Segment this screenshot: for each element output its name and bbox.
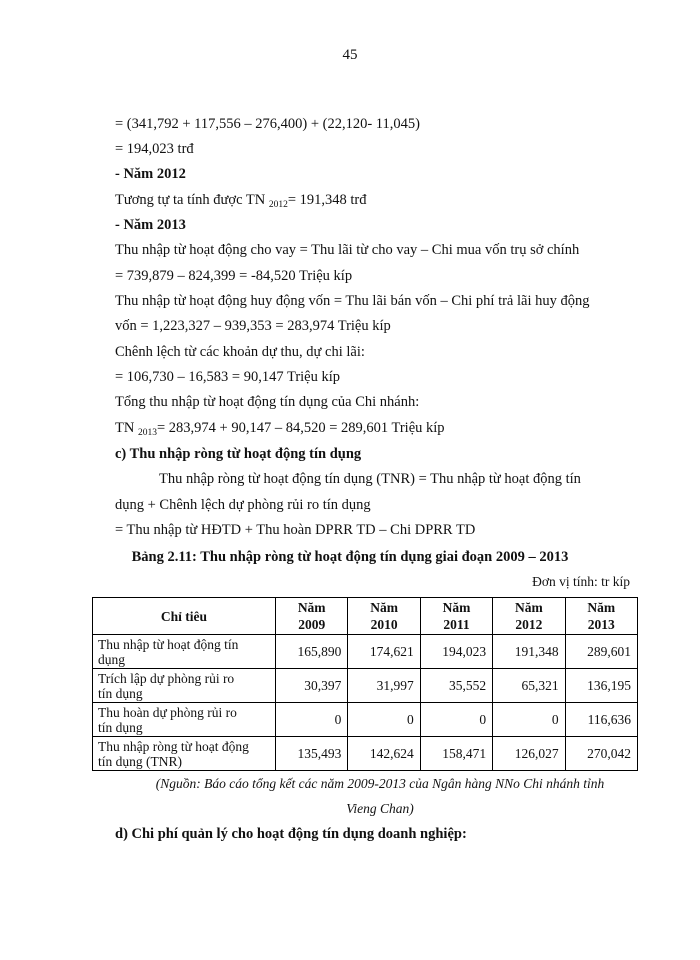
year-heading-2013: - Năm 2013	[115, 217, 186, 233]
text-line: dụng + Chênh lệch dự phòng rủi ro tín dụng	[115, 497, 371, 513]
table-cell: 126,027	[493, 737, 565, 771]
text-line: Thu nhập từ hoạt động cho vay = Thu lãi từ cho vay – Chi mua vốn trụ sở chính	[115, 242, 580, 258]
header-year: Năm 2010	[348, 598, 420, 635]
table-header-row	[93, 598, 638, 635]
text-line: Thu nhập từ hoạt động huy động vốn = Thu lãi bán vốn – Chi phí trả lãi huy động	[115, 293, 590, 309]
text-line: = 106,730 – 16,583 = 90,147 Triệu kíp	[115, 369, 341, 385]
row-label: Thu nhập ròng từ hoạt động tín dụng (TNR)	[93, 737, 276, 771]
result-line-2012	[115, 192, 367, 210]
header-year: Năm 2013	[565, 598, 637, 635]
table-row	[93, 669, 638, 703]
unit-note: Đơn vị tính: tr kíp	[532, 574, 630, 589]
tn-subscript: 2013	[137, 428, 157, 438]
table-cell: 289,601	[565, 635, 637, 669]
result-line: = 194,023 trđ	[115, 141, 194, 157]
row-label: Thu nhập từ hoạt động tín dụng	[93, 635, 276, 669]
header-label: Chỉ tiêu	[93, 598, 276, 635]
text-line: Thu nhập ròng từ hoạt động tín dụng (TNR) = Thu nhập từ hoạt động tín	[159, 471, 581, 487]
tn-label: TN	[115, 420, 135, 436]
table-cell: 0	[420, 703, 492, 737]
table-cell: 270,042	[565, 737, 637, 771]
table-row	[93, 703, 638, 737]
section-heading-d: d) Chi phí quản lý cho hoạt động tín dụng doanh nghiệp:	[115, 826, 467, 842]
header-year: Năm 2012	[493, 598, 565, 635]
table-cell: 0	[493, 703, 565, 737]
row-label: Trích lập dự phòng rủi ro tín dụng	[93, 669, 276, 703]
formula-line: = (341,792 + 117,556 – 276,400) + (22,120- 11,045)	[115, 116, 420, 132]
tn-value: = 191,348 trđ	[287, 192, 367, 208]
page-number: 45	[342, 47, 358, 63]
table-cell: 135,493	[276, 737, 348, 771]
source-note: (Nguồn: Báo cáo tổng kết các năm 2009-2013 của Ngân hàng NNo Chi nhánh tỉnh Vieng Chan)	[155, 776, 605, 816]
table-cell: 158,471	[420, 737, 492, 771]
table-cell: 136,195	[565, 669, 637, 703]
section-heading-c: c) Thu nhập ròng từ hoạt động tín dụng	[115, 446, 362, 462]
table-cell: 174,621	[348, 635, 420, 669]
table-cell: 142,624	[348, 737, 420, 771]
table-cell: 31,997	[348, 669, 420, 703]
table-cell: 0	[348, 703, 420, 737]
row-label: Thu hoàn dự phòng rủi ro tín dụng	[93, 703, 276, 737]
table-cell: 0	[276, 703, 348, 737]
table-cell: 194,023	[420, 635, 492, 669]
table-cell: 30,397	[276, 669, 348, 703]
text-line: Chênh lệch từ các khoản dự thu, dự chi lãi:	[115, 344, 365, 360]
table-cell: 35,552	[420, 669, 492, 703]
table-cell: 165,890	[276, 635, 348, 669]
year-heading-2012: - Năm 2012	[115, 166, 186, 182]
income-table	[92, 597, 638, 771]
table-cell: 116,636	[565, 703, 637, 737]
header-year: Năm 2011	[420, 598, 492, 635]
result-line-2013	[115, 420, 445, 438]
table-row	[93, 737, 638, 771]
text-line: Tổng thu nhập từ hoạt động tín dụng của Chi nhánh:	[115, 394, 420, 410]
table-cell: 65,321	[493, 669, 565, 703]
header-year: Năm 2009	[276, 598, 348, 635]
table-row	[93, 635, 638, 669]
tn-value: = 283,974 + 90,147 – 84,520 = 289,601 Triệu kíp	[156, 420, 445, 436]
table-cell: 191,348	[493, 635, 565, 669]
tn-label: Tương tự ta tính được TN	[115, 192, 266, 208]
text-line: = Thu nhập từ HĐTD + Thu hoàn DPRR TD – Chi DPRR TD	[115, 522, 476, 538]
text-line: vốn = 1,223,327 – 939,353 = 283,974 Triệu kíp	[115, 318, 391, 334]
table-caption: Bảng 2.11: Thu nhập ròng từ hoạt động tín dụng giai đoạn 2009 – 2013	[131, 549, 569, 565]
text-line: = 739,879 – 824,399 = -84,520 Triệu kíp	[115, 268, 353, 284]
tn-subscript: 2012	[268, 200, 288, 210]
